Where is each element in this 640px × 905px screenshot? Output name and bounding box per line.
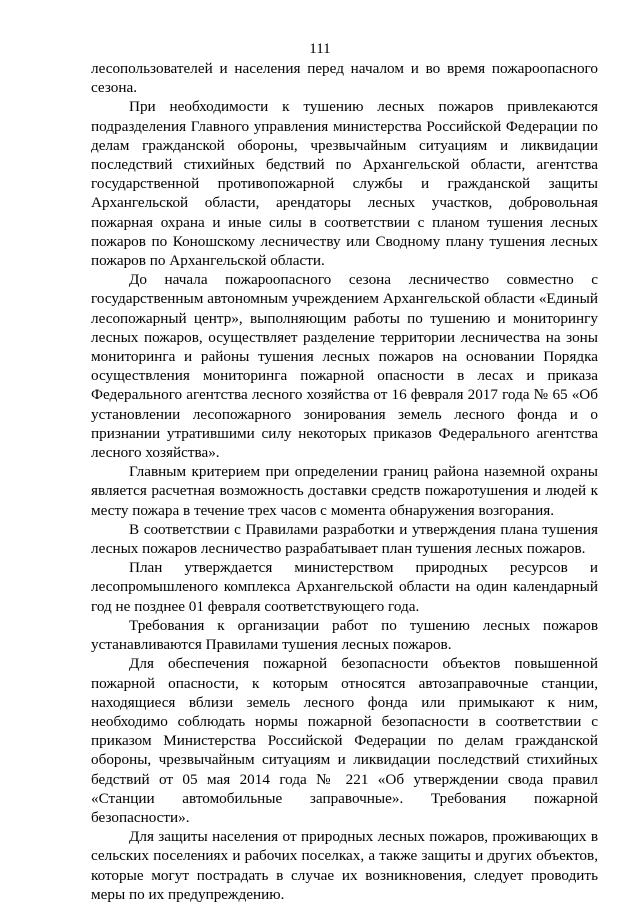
paragraph-firefighting-forces: При необходимости к тушению лесных пожаров привлекаются подразделения Главного управления министерства Российской Федерации по делам гражданской обороны, чрезвычайным ситуациям и ликвидации последствий стихийных бедствий по Архангельской области, агентства государственной противопожарной службы и гражданской защиты Архангельской области, арендаторы лесных участков, добровольная пожарная охрана и иные силы в соответствии с планом тушения лесных пожаров по Коношскому лесничеству или Сводному плану тушения лесных пожаров по Архангельской области. xyxy=(91,98,598,270)
document-body xyxy=(91,59,598,904)
paragraph-zoning: До начала пожароопасного сезона лесничество совместно с государственным автономным учреждением Архангельской области «Единый лесопожарный центр», выполняющим работы по тушению и мониторингу лесных пожаров, осуществляет разделение территории лесничества на зоны мониторинга и районы тушения лесных пожаров на основании Порядка осуществления мониторинга пожарной опасности в лесах и приказа Федерального агентства лесного хозяйства от 16 февраля 2017 года № 65 «Об установлении лесопожарного зонирования земель лесного фонда и о признании утратившими силу некоторых приказов Федерального агентства лесного хозяйства». xyxy=(91,271,598,462)
paragraph-requirements: Требования к организации работ по тушению лесных пожаров устанавливаются Правилами тушения лесных пожаров. xyxy=(91,616,598,654)
paragraph-plan-approval: План утверждается министерством природных ресурсов и лесопромышленого комплекса Архангельской области на один календарный год не позднее 01 февраля соответствующего года. xyxy=(91,559,598,615)
paragraph-continuation: лесопользователей и населения перед началом и во время пожароопасного сезона. xyxy=(91,60,598,97)
paragraph-population-protection: Для защиты населения от природных лесных пожаров, проживающих в сельских поселениях и рабочих поселках, а также защиты и других объектов, которые могут пострадать в случае их возникновения, следует проводить меры по их предупреждению. xyxy=(91,828,598,903)
paragraph-main-criterion: Главным критерием при определении границ района наземной охраны является расчетная возможность доставки средств пожаротушения и людей к месту пожара в течение трех часов с момента обнаружения возгорания. xyxy=(91,463,598,519)
paragraph-fuel-stations: Для обеспечения пожарной безопасности объектов повышенной пожарной опасности, к которым относятся автозаправочные станции, находящиеся вблизи земель лесного фонда или примыкают к ним, необходимо соблюдать нормы пожарной безопасности в соответствии с приказом Министерства Российской Федерации по делам гражданской обороны, чрезвычайным ситуациям и ликвидации последствий стихийных бедствий от 05 мая 2014 года № 221 «Об утверждении свода правил «Станции автомобильные заправочные». Требования пожарной безопасности». xyxy=(91,655,598,826)
page-number: 111 xyxy=(309,41,331,57)
paragraph-plan-development: В соответствии с Правилами разработки и утверждения плана тушения лесных пожаров лесничество разрабатывает план тушения лесных пожаров. xyxy=(91,520,598,558)
